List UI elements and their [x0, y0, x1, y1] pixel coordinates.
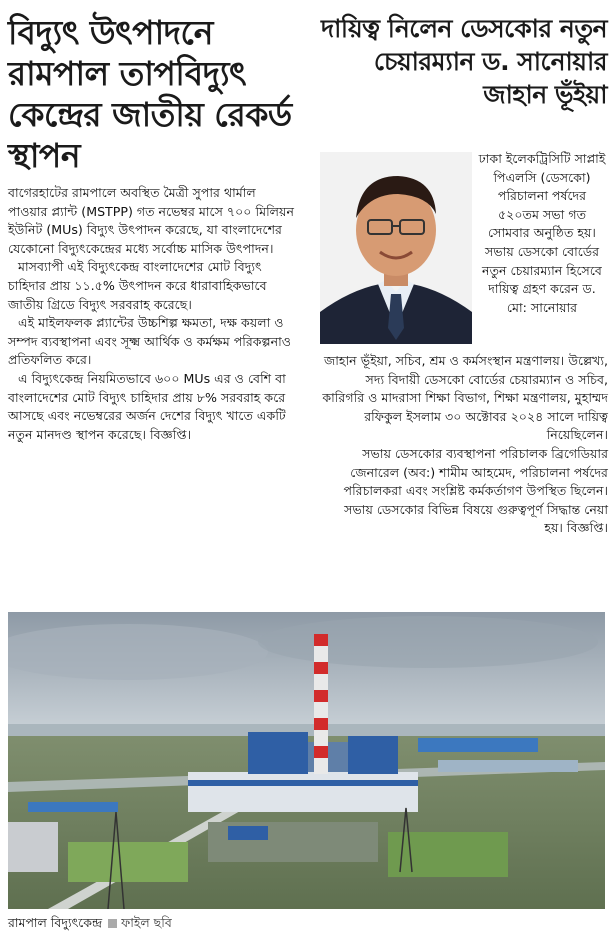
right-paragraph: ঢাকা ইলেকট্রিসিটি সাপ্লাই পিএলসি (ডেসকো) পরিচালনা পর্ষদের ৫২০তম সভা গত সোমবার অনুষ্ঠিত হয়। সভায় ডেসকো বোর্ডের নতুন চেয়ারম্যান হিসেবে দায়িত্ব গ্রহণ করেন ড. মো: সানোয়ার: [478, 151, 606, 315]
right-headline: দায়িত্ব নিলেন ডেসকোর নতুন চেয়ারম্যান ড. সানোয়ার জাহান ভূঁইয়া: [320, 14, 607, 109]
right-article-top-text: [478, 150, 606, 317]
left-paragraph: বাগেরহাটের রামপালে অবস্থিত মৈত্রী সুপার থার্মাল পাওয়ার প্ল্যান্ট (MSTPP) গত নভেম্বর মাসে ৭০০ মিলিয়ন ইউনিট (MUs) বিদ্যুৎ উৎপাদন করেছে, যা বাংলাদেশের যেকোনো বিদ্যুৎকেন্দ্রের মধ্যে সর্বোচ্চ মাসিক উৎপাদন।: [8, 185, 294, 256]
right-article-bottom-text: [320, 352, 608, 538]
portrait-illustration: [320, 152, 472, 344]
right-paragraph: সভায় ডেসকোর বিভিন্ন বিষয়ে গুরুত্বপূর্ণ সিদ্ধান্ত নেয়া হয়। বিজ্ঞপ্তি।: [344, 501, 608, 536]
right-article-header: [312, 12, 607, 111]
right-paragraph: জাহান ভূঁইয়া, সচিব, শ্রম ও কর্মসংস্থান মন্ত্রণালয়। উল্লেখ্য, সদ্য বিদায়ী ডেসকো বোর্ডের চেয়ারম্যান ও সচিব, কারিগরি ও মাদরাসা শিক্ষা বিভাগ, শিক্ষা মন্ত্রণালয়, মুহাম্মদ রফিকুল ইসলাম ৩০ অক্টোবর ২০২৪ সালে দায়িত্ব নিয়েছিলেন।: [322, 353, 608, 443]
left-headline: বিদ্যুৎ উৎপাদনে রামপাল তাপবিদ্যুৎ কেন্দ্রের জাতীয় রেকর্ড স্থাপন: [8, 13, 292, 175]
caption-place: রামপাল বিদ্যুৎকেন্দ্র: [8, 915, 103, 930]
left-paragraph: মাসব্যাপী এই বিদ্যুৎকেন্দ্র বাংলাদেশের মোট বিদ্যুৎ চাহিদার প্রায় ১১.৫% উৎপাদন করে ধারাবাহিকভাবে জাতীয় গ্রিডে বিদ্যুৎ সরবরাহ করেছে।: [8, 259, 267, 312]
left-article-header: [8, 12, 298, 176]
left-article-body: [8, 184, 296, 444]
caption-separator-square: [108, 919, 117, 928]
photo-caption: [8, 914, 172, 932]
power-plant-illustration: [8, 612, 605, 909]
chairman-portrait: [320, 152, 472, 344]
power-plant-photo: [8, 612, 605, 909]
left-paragraph: এ বিদ্যুৎকেন্দ্র নিয়মিতভাবে ৬০০ MUs এর ও বেশি বা বাংলাদেশের মোট বিদ্যুৎ চাহিদার প্রায় ৮% সরবরাহ করে আসছে এবং নভেম্বরের অর্জন দেশের বিদ্যুৎ খাতে একটি নতুন মানদণ্ড স্থাপন করেছে। বিজ্ঞপ্তি।: [8, 370, 286, 442]
left-paragraph: এই মাইলফলক প্ল্যান্টের উচ্চশিল্প ক্ষমতা, দক্ষ কয়লা ও সম্পদ ব্যবস্থাপনা এবং সূক্ষ্ম আর্থিক ও কর্মক্ষম পরিকল্পনাও প্রতিফলিত করে।: [8, 315, 292, 368]
right-paragraph: সভায় ডেসকোর ব্যবস্থাপনা পরিচালক ব্রিগেডিয়ার জেনারেল (অব:) শামীম আহমেদ, পরিচালনা পর্ষদের পরিচালকরা এবং সংশ্লিষ্ট কর্মকর্তাগণ উপস্থিত ছিলেন।: [343, 445, 608, 499]
caption-note: ফাইল ছবি: [121, 915, 172, 930]
